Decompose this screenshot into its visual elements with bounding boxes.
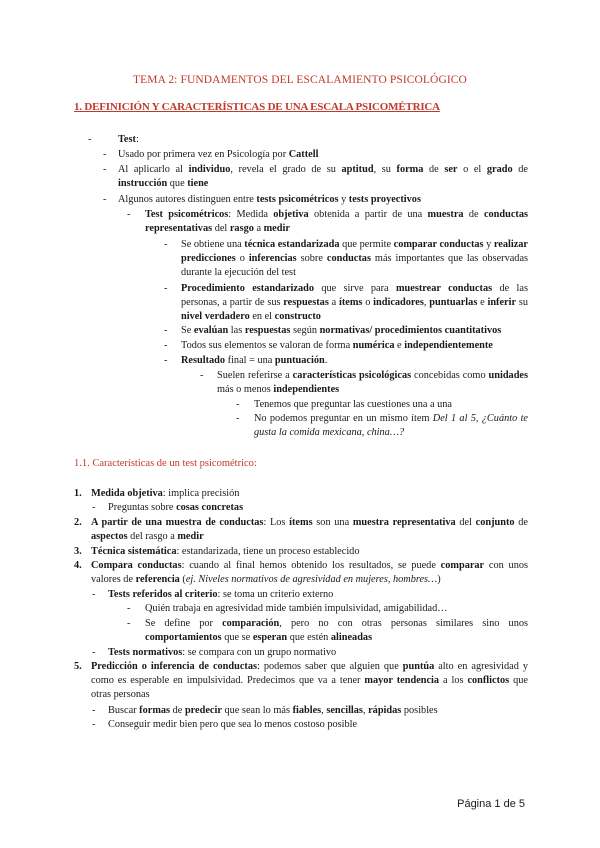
bullet-dash: -	[92, 647, 96, 658]
list-item: Preguntas sobre cosas concretas	[108, 502, 244, 513]
list-item: Compara conductas: cuando al final hemos obtenido los resultados, se puede comparar con unos valores de referencia (ej. Niveles normativos de agresividad en mujeres, hombres…)	[91, 560, 529, 585]
list-item: Suelen referirse a características psicológicas concebidas como unidades más o menos independientes	[217, 370, 529, 395]
bullet-dash: -	[164, 325, 168, 336]
bullet-dash: -	[164, 340, 168, 351]
list-item: Quién trabaja en agresividad mide también impulsividad, amigabilidad…	[145, 603, 448, 614]
list-item: Tests referidos al criterio: se toma un criterio externo	[108, 589, 334, 600]
bullet-dash: -	[164, 239, 168, 250]
list-item: Medida objetiva: implica precisión	[91, 488, 240, 499]
list-item-test: Test:	[118, 134, 139, 145]
list-item: Procedimiento estandarizado que sirve para muestrear conductas de las personas, a partir de sus respuestas a ítems o indicadores, puntuarlas e inferir su nivel verdadero en el constructo	[181, 283, 529, 322]
page-number: Página 1 de 5	[457, 798, 525, 810]
bullet-dash: -	[92, 589, 96, 600]
section-heading-1: 1. DEFINICIÓN Y CARACTERÍSTICAS DE UNA ESCALA PSICOMÉTRICA	[74, 101, 440, 113]
section-heading-1-1: 1.1. Características de un test psicométrico:	[74, 458, 257, 469]
page-title: TEMA 2: FUNDAMENTOS DEL ESCALAMIENTO PSICOLÓGICO	[133, 74, 467, 86]
list-item: Técnica sistemática: estandarizada, tiene un proceso establecido	[91, 546, 360, 557]
list-item: Tests normativos: se compara con un grupo normativo	[108, 647, 337, 658]
list-number: 4.	[74, 560, 82, 571]
list-item: Al aplicarlo al individuo, revela el grado de su aptitud, su forma de ser o el grado de instrucción que tiene	[118, 164, 528, 189]
bullet-dash: -	[92, 705, 96, 716]
list-item: Conseguir medir bien pero que sea lo menos costoso posible	[108, 719, 358, 730]
bullet-dash: -	[236, 399, 240, 410]
bullet-dash: -	[92, 502, 96, 513]
list-item: A partir de una muestra de conductas: Los ítems son una muestra representativa del conjunto de aspectos del rasgo a medir	[91, 517, 528, 542]
bullet-dash: -	[164, 283, 168, 294]
list-item: Tenemos que preguntar las cuestiones una a una	[254, 399, 452, 410]
bullet-dash: -	[88, 134, 92, 145]
bullet-dash: -	[164, 355, 168, 366]
list-item: Todos sus elementos se valoran de forma numérica e independientemente	[181, 340, 493, 351]
bullet-dash: -	[236, 413, 240, 424]
list-item: Predicción o inferencia de conductas: podemos saber que alguien que puntúa alto en agresividad y como es esperable en impulsividad. Predecimos que va a tener mayor tendencia a los conflictos que otras personas	[91, 661, 528, 700]
list-item: Algunos autores distinguen entre tests psicométricos y tests proyectivos	[118, 194, 421, 205]
bullet-dash: -	[200, 370, 204, 381]
list-item: Resultado final = una puntuación.	[181, 355, 328, 366]
bullet-dash: -	[103, 149, 107, 160]
list-item: Se define por comparación, pero no con otras personas similares sino unos comportamientos que se esperan que estén alineadas	[145, 618, 528, 643]
bullet-dash: -	[127, 618, 131, 629]
list-item: No podemos preguntar en un mismo ítem Del 1 al 5, ¿Cuánto te gusta la comida mexicana, china…?	[254, 413, 528, 438]
list-number: 1.	[74, 488, 82, 499]
list-item: Buscar formas de predecir que sean lo más fiables, sencillas, rápidas posibles	[108, 705, 438, 716]
list-item-test-psicometricos: Test psicométricos: Medida objetiva obtenida a partir de una muestra de conductas representativas del rasgo a medir	[145, 209, 528, 234]
list-number: 2.	[74, 517, 82, 528]
bullet-dash: -	[103, 194, 107, 205]
list-item: Se evalúan las respuestas según normativas/ procedimientos cuantitativos	[181, 325, 502, 336]
bullet-dash: -	[103, 164, 107, 175]
list-item: Se obtiene una técnica estandarizada que permite comparar conductas y realizar predicciones o inferencias sobre conductas más importantes que las observadas durante la ejecución del test	[181, 239, 529, 278]
bullet-dash: -	[127, 603, 131, 614]
list-number: 5.	[74, 661, 82, 672]
list-number: 3.	[74, 546, 82, 557]
bullet-dash: -	[127, 209, 131, 220]
list-item: Usado por primera vez en Psicología por Cattell	[118, 149, 319, 160]
bullet-dash: -	[92, 719, 96, 730]
